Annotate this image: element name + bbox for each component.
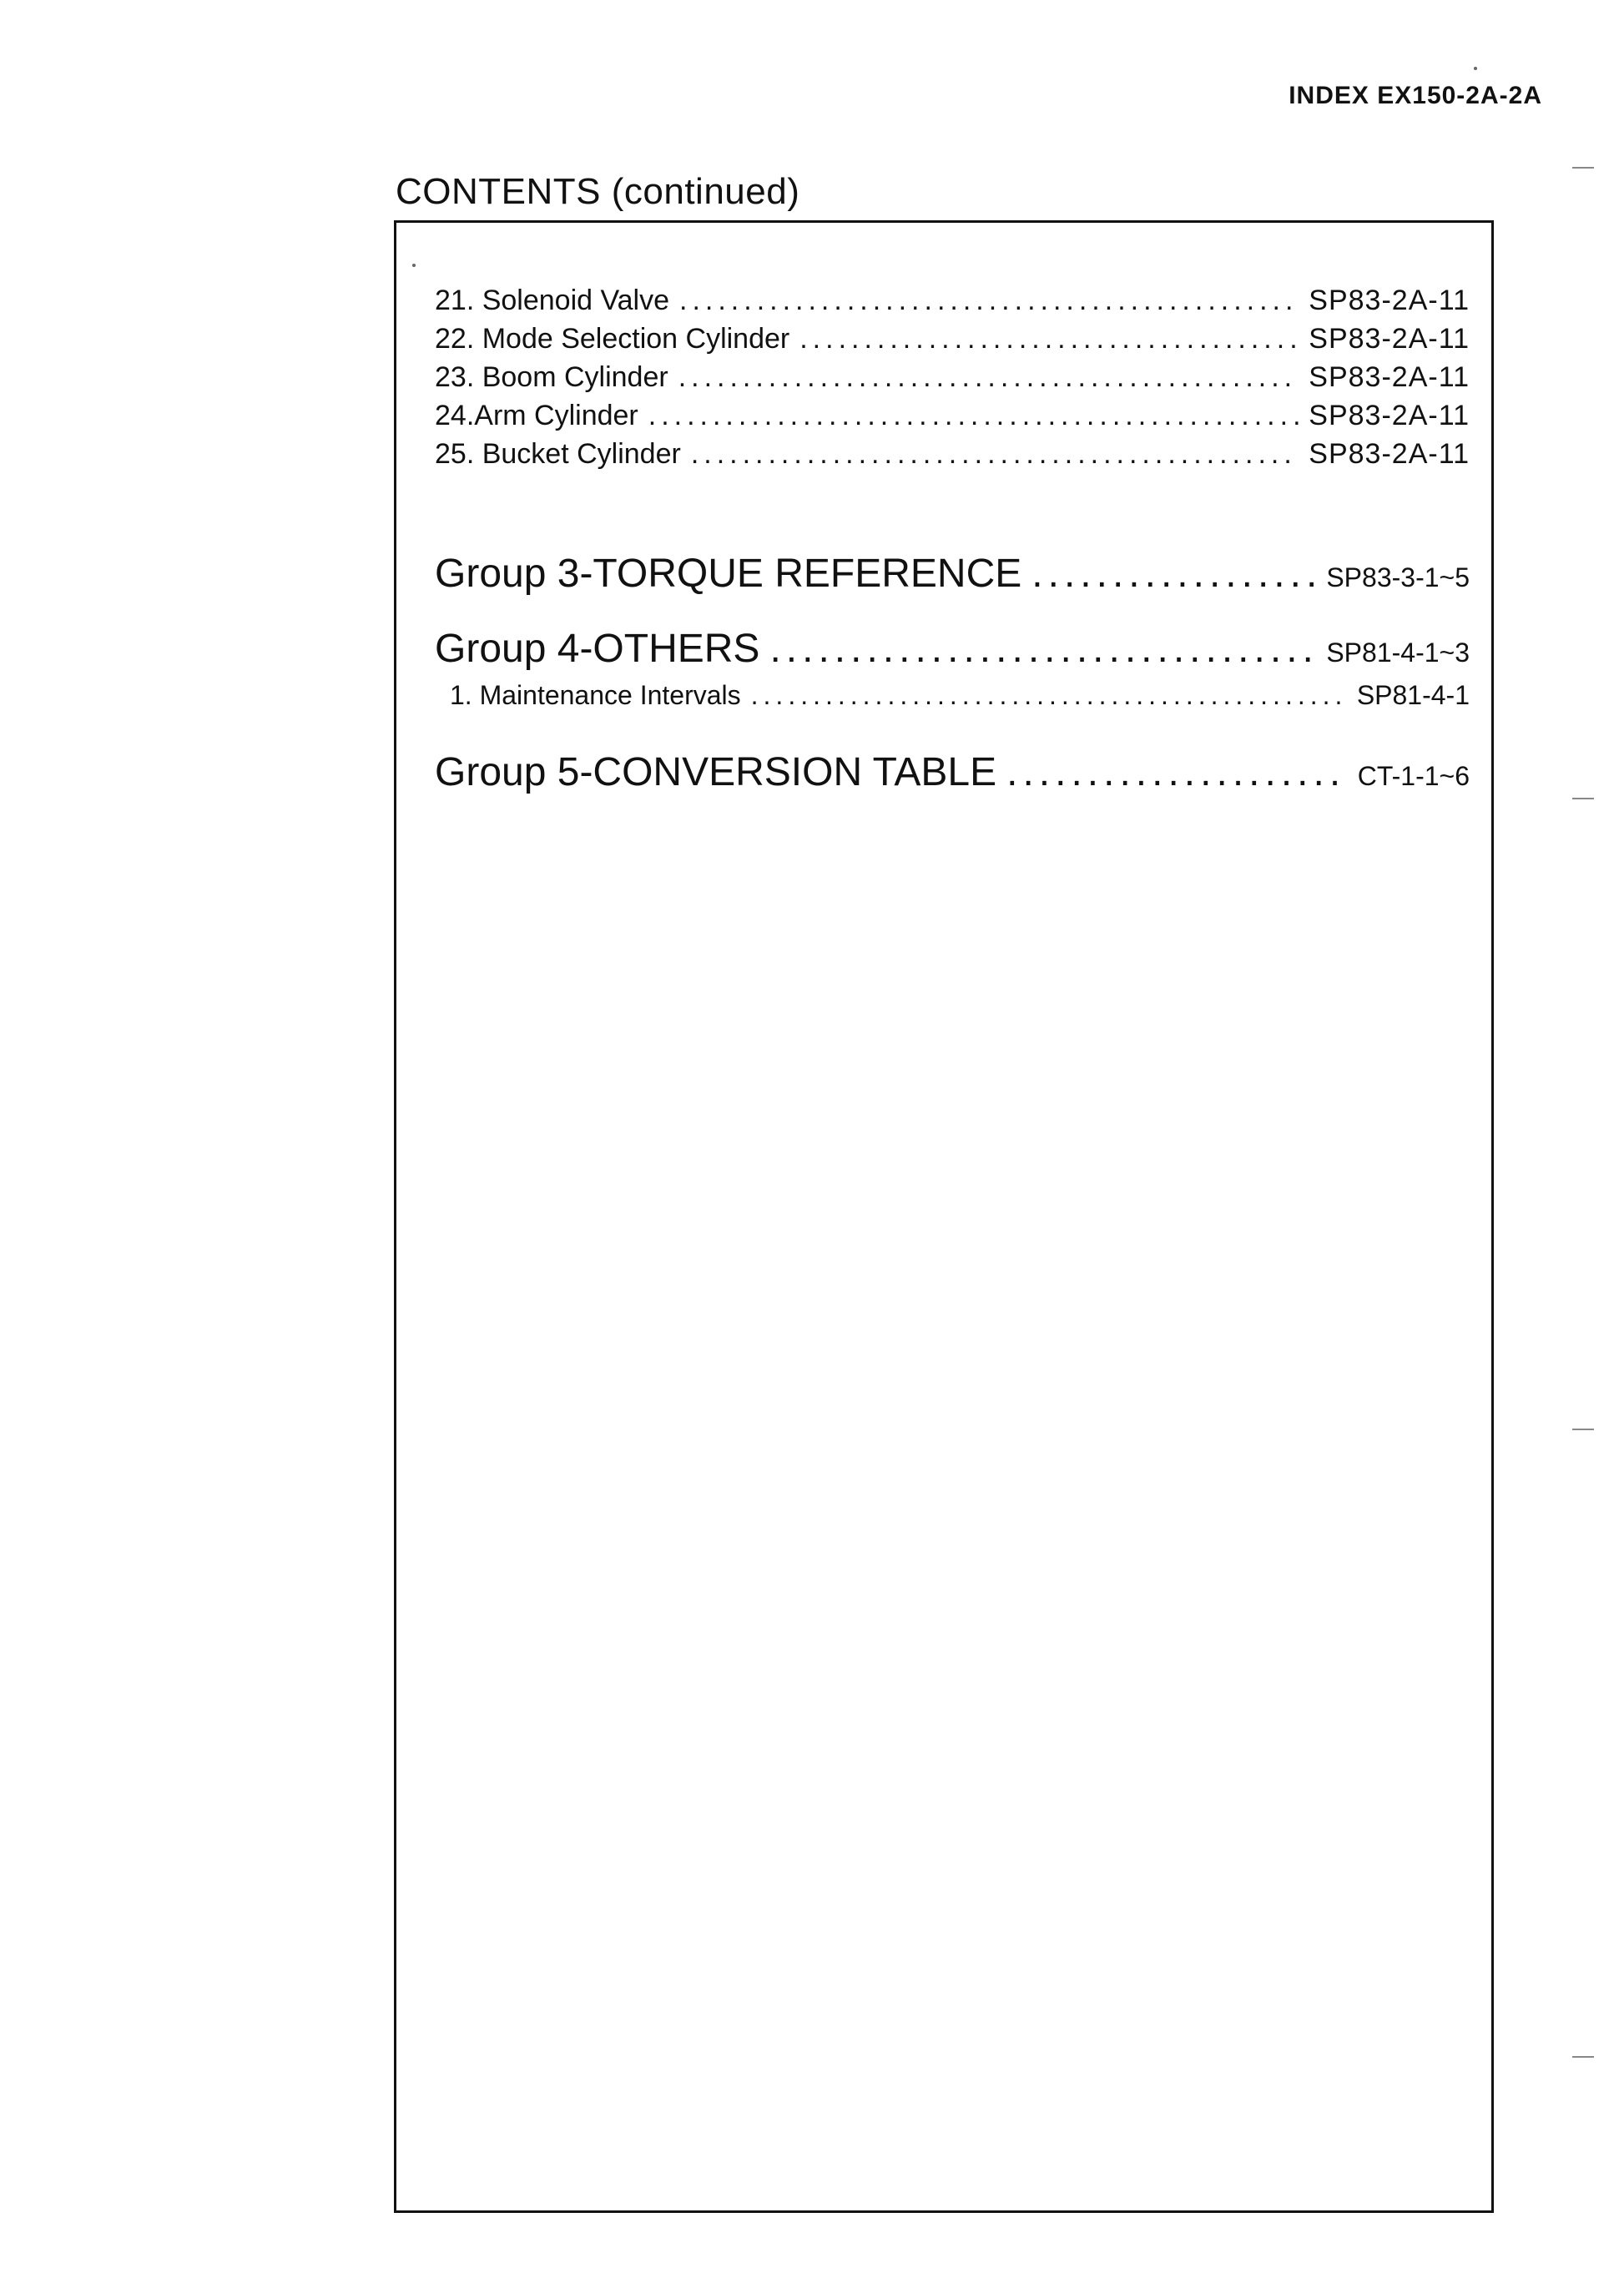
toc-group-page: SP83-3-1~5 (1326, 562, 1470, 592)
dot-leader (1031, 547, 1316, 602)
toc-group-torque-reference (435, 547, 1470, 602)
toc-item-label: 24.Arm Cylinder (435, 400, 638, 431)
toc-group-label: Group 3-TORQUE REFERENCE (435, 552, 1022, 596)
toc-entries (435, 281, 1470, 800)
toc-group-label: Group 5-CONVERSION TABLE (435, 750, 997, 794)
toc-item-page: SP83-2A-11 (1309, 438, 1470, 470)
dot-leader (648, 396, 1299, 435)
toc-group-conversion-table (435, 745, 1470, 800)
dot-leader (1006, 745, 1348, 800)
toc-subitem (435, 677, 1470, 713)
toc-item (435, 281, 1470, 320)
contents-box (394, 220, 1494, 2213)
toc-group-label: Group 4-OTHERS (435, 627, 760, 671)
speck (412, 264, 416, 267)
margin-mark (1572, 1429, 1594, 1430)
toc-item-label: 23. Boom Cylinder (435, 361, 668, 393)
toc-item-page: SP83-2A-11 (1309, 323, 1470, 355)
toc-item (435, 396, 1470, 435)
toc-item (435, 358, 1470, 396)
spacer (435, 713, 1470, 745)
toc-item-page: SP83-2A-11 (1309, 400, 1470, 431)
spacer (435, 473, 1470, 547)
document-code: INDEX EX150-2A-2A (1289, 82, 1542, 109)
margin-mark (1572, 2056, 1594, 2058)
toc-group-page: SP81-4-1~3 (1326, 638, 1470, 668)
toc-group-page: CT-1-1~6 (1357, 761, 1470, 791)
toc-item (435, 320, 1470, 358)
toc-subitem-page: SP81-4-1 (1356, 680, 1470, 710)
toc-item-label: 21. Solenoid Valve (435, 285, 670, 316)
toc-item (435, 435, 1470, 473)
toc-item-label: 22. Mode Selection Cylinder (435, 323, 790, 355)
speck (1474, 67, 1477, 70)
margin-mark (1572, 798, 1594, 799)
toc-item-label: 25. Bucket Cylinder (435, 438, 681, 470)
dot-leader (769, 622, 1316, 677)
toc-item-page: SP83-2A-11 (1309, 285, 1470, 316)
toc-subitem-label: 1. Maintenance Intervals (450, 680, 741, 710)
dot-leader (679, 281, 1299, 320)
spacer (435, 602, 1470, 622)
dot-leader (678, 358, 1299, 396)
margin-mark (1572, 167, 1594, 169)
toc-item-page: SP83-2A-11 (1309, 361, 1470, 393)
toc-group-others (435, 622, 1470, 677)
page-title: CONTENTS (continued) (396, 171, 800, 212)
dot-leader (691, 435, 1299, 473)
dot-leader (751, 677, 1347, 713)
dot-leader (799, 320, 1299, 358)
